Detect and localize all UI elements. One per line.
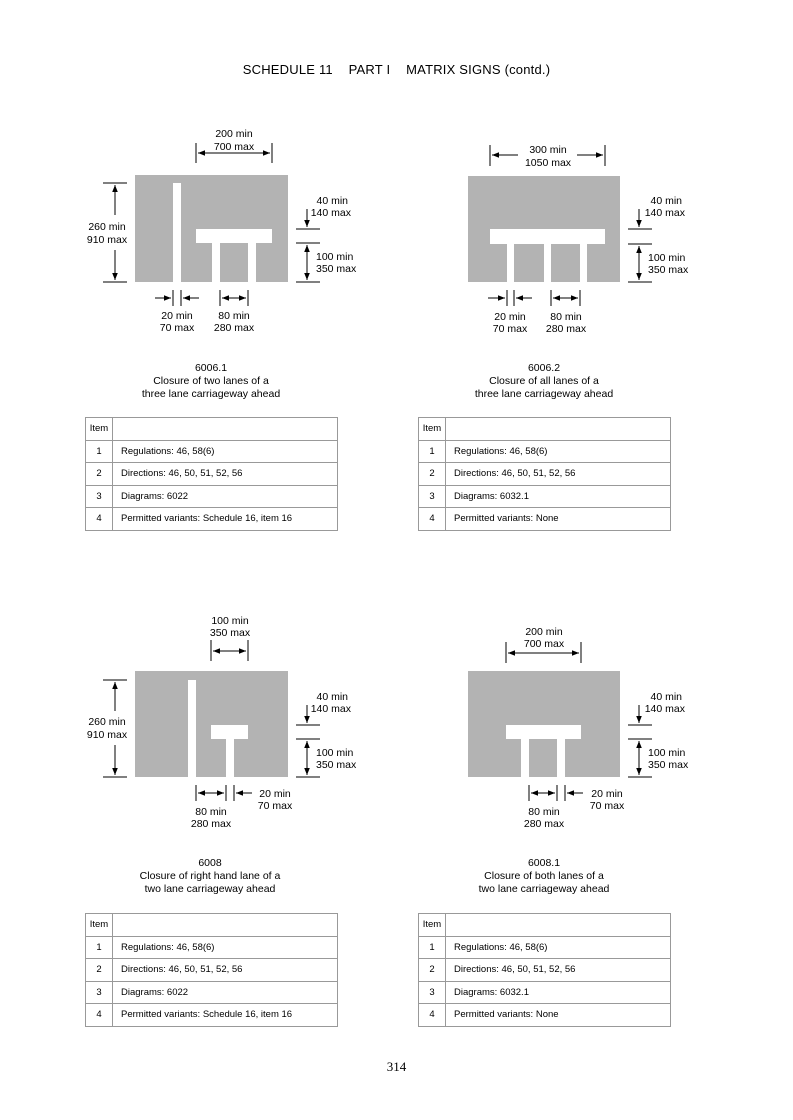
dim-top-min: 200 min [215,128,253,140]
table-row: 2 Directions: 46, 50, 51, 52, 56 [86,959,338,982]
dim-bottom-2-min: 20 min [259,788,291,800]
dim-right-1-max: 140 max [644,207,685,219]
table-header-row [419,418,671,441]
dim-right-2-max: 350 max [316,263,357,275]
dim-top-max: 700 max [213,141,255,153]
table-row: 1 Regulations: 46, 58(6) [419,936,671,959]
dim-left-min: 260 min [88,716,126,728]
dim-bottom-2-min: 80 min [550,311,582,323]
item-header: Item [86,914,113,937]
closure-crossbar [196,229,272,243]
item-table-6008 [85,913,338,1027]
dim-top-min: 200 min [525,626,563,638]
dim-top-min: 100 min [211,615,249,627]
dim-bottom-1-max: 70 max [159,322,195,334]
dim-top-max: 350 max [209,627,251,639]
dim-right-2-min: 100 min [316,747,354,759]
caption-line: Closure of right hand lane of a [139,870,281,882]
dim-top-max: 700 max [523,638,565,650]
dim-bottom-2-max: 70 max [257,800,293,812]
dim-bottom-1-min: 20 min [161,310,193,322]
table-row: 3 Diagrams: 6022 [86,981,338,1004]
dim-bottom-2-max: 70 max [589,800,625,812]
closure-leg [248,243,256,282]
table-row: 3 Diagrams: 6032.1 [419,485,671,508]
closure-crossbar [211,725,248,739]
table-row: 1 Regulations: 46, 58(6) [86,936,338,959]
dim-right-2-min: 100 min [316,251,354,263]
closure-crossbar [490,229,605,244]
table-row: 4 Permitted variants: None [419,1004,671,1027]
sign-6008 [87,615,357,830]
sign-panel [135,671,288,777]
dim-right-2-max: 350 max [648,264,689,276]
closure-leg [226,739,234,777]
table-row: 2 Directions: 46, 50, 51, 52, 56 [86,463,338,486]
sign-6008-1 [468,626,689,830]
dim-bottom-1-min: 80 min [528,806,560,818]
closure-crossbar [506,725,581,739]
caption-line: Closure of all lanes of a [489,375,599,387]
table-header-row [86,418,338,441]
dim-bottom-2-max: 280 max [213,322,255,334]
caption-6006-1 [81,362,341,401]
table-row: 4 Permitted variants: None [419,508,671,531]
diagram-number: 6008 [198,857,222,869]
item-table-6006-2 [418,417,671,531]
dim-bottom-2-min: 80 min [218,310,250,322]
dim-right-1-min: 40 min [650,195,682,207]
lane-divider-bar [173,183,181,282]
dim-bottom-2-max: 280 max [545,323,587,335]
closure-leg [507,244,514,282]
caption-6008-1 [414,857,674,896]
dim-right-1-min: 40 min [316,691,348,703]
caption-6006-2 [414,362,674,401]
caption-line: two lane carriageway ahead [144,883,276,895]
heading-schedule: SCHEDULE 11 [242,62,333,77]
dim-right-1-min: 40 min [316,195,348,207]
closure-leg [557,739,565,777]
closure-leg [580,244,587,282]
heading-part: PART I [348,62,391,77]
closure-leg [544,244,551,282]
table-row: 3 Diagrams: 6022 [86,485,338,508]
dim-right-2-min: 100 min [648,747,686,759]
sign-panel [135,175,288,282]
closure-leg [521,739,529,777]
sign-panel [468,671,620,777]
item-table-6006-1 [85,417,338,531]
dim-right-2-max: 350 max [648,759,689,771]
table-header-row [86,914,338,937]
dim-right-2-max: 350 max [316,759,357,771]
table-row: 4 Permitted variants: Schedule 16, item 16 [86,508,338,531]
dim-right-1-max: 140 max [310,703,351,715]
dim-left-max: 910 max [86,729,128,741]
caption-line: three lane carriageway ahead [474,388,614,400]
dim-bottom-1-min: 80 min [195,806,227,818]
dim-bottom-1-min: 20 min [494,311,526,323]
table-row: 1 Regulations: 46, 58(6) [419,440,671,463]
item-header: Item [419,914,446,937]
dim-bottom-1-max: 280 max [190,818,232,830]
table-row: 2 Directions: 46, 50, 51, 52, 56 [419,463,671,486]
dim-left-min: 260 min [88,221,126,233]
table-row: 1 Regulations: 46, 58(6) [86,440,338,463]
table-row: 3 Diagrams: 6032.1 [419,981,671,1004]
dim-left-max: 910 max [86,234,128,246]
dim-right-1-max: 140 max [644,703,685,715]
diagram-number: 6006.1 [194,362,228,374]
dim-top-max: 1050 max [524,157,572,169]
dim-bottom-2-min: 20 min [591,788,623,800]
sign-6006-2 [468,144,689,335]
item-table-6008-1 [418,913,671,1027]
closure-leg [212,243,220,282]
sign-6006-1 [87,128,357,334]
dim-top-min: 300 min [529,144,567,156]
dim-bottom-1-max: 70 max [492,323,528,335]
caption-line: three lane carriageway ahead [141,388,281,400]
table-header-row [419,914,671,937]
dim-right-2-min: 100 min [648,252,686,264]
caption-line: two lane carriageway ahead [478,883,610,895]
item-header: Item [419,418,446,441]
caption-line: Closure of both lanes of a [484,870,604,882]
page-number: 314 [386,1059,407,1074]
item-header: Item [86,418,113,441]
dim-bottom-1-max: 280 max [523,818,565,830]
lane-divider-bar [188,680,196,777]
caption-line: Closure of two lanes of a [153,375,269,387]
dim-right-1-max: 140 max [310,207,351,219]
heading-title: MATRIX SIGNS (contd.) [406,62,551,77]
caption-6008 [80,857,340,896]
table-row: 4 Permitted variants: Schedule 16, item 16 [86,1004,338,1027]
diagram-number: 6006.2 [527,362,561,374]
table-row: 2 Directions: 46, 50, 51, 52, 56 [419,959,671,982]
diagram-number: 6008.1 [527,857,561,869]
dim-right-1-min: 40 min [650,691,682,703]
